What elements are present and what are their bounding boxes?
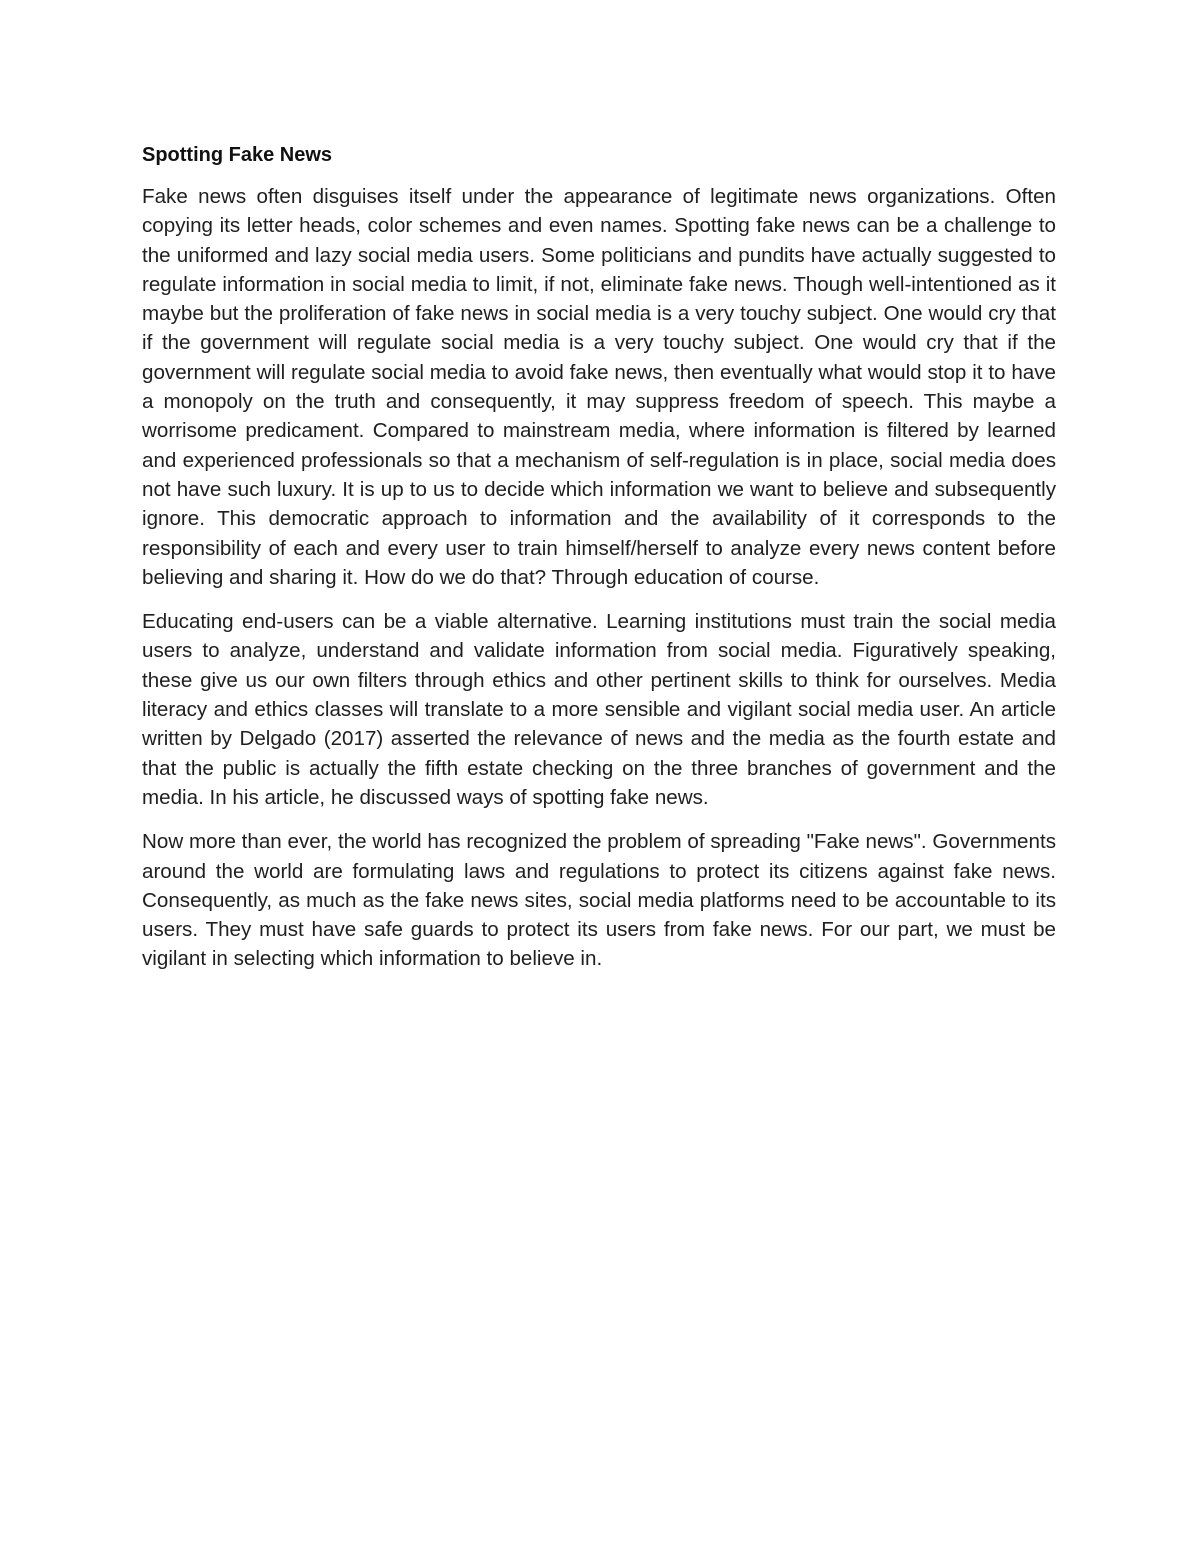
paragraph-3: Now more than ever, the world has recognized the problem of spreading "Fake news". Governments around the world are formulating laws and regulations to protect its citizens against fake news. Consequently, as much as the fake news sites, social media platforms need to be accountable to its users. They must have safe guards to protect its users from fake news. For our part, we must be vigilant in selecting which information to believe in.: [142, 830, 1056, 971]
document-body: [142, 140, 1056, 989]
paragraph-2: Educating end-users can be a viable alternative. Learning institutions must train the social media users to analyze, understand and validate information from social media. Figuratively speaking, these give us our own filters through ethics and other pertinent skills to think for ourselves. Media literacy and ethics classes will translate to a more sensible and vigilant social media user. An article written by Delgado (2017) asserted the relevance of news and the media as the fourth estate and that the public is actually the fifth estate checking on the three branches of government and the media. In his article, he discussed ways of spotting fake news.: [142, 610, 1056, 809]
paragraph-1: Fake news often disguises itself under the appearance of legitimate news organizations. Often copying its letter heads, color schemes and even names. Spotting fake news can be a challenge to the uniformed and lazy social media users. Some politicians and pundits have actually suggested to regulate information in social media to limit, if not, eliminate fake news. Though well-intentioned as it maybe but the proliferation of fake news in social media is a very touchy subject. One would cry that if the government will regulate social media is a very touchy subject. One would cry that if the government will regulate social media to avoid fake news, then eventually what would stop it to have a monopoly on the truth and consequently, it may suppress freedom of speech. This maybe a worrisome predicament. Compared to mainstream media, where information is filtered by learned and experienced professionals so that a mechanism of self-regulation is in place, social media does not have such luxury. It is up to us to decide which information we want to believe and subsequently ignore. This democratic approach to information and the availability of it corresponds to the responsibility of each and every user to train himself/herself to analyze every news content before believing and sharing it. How do we do that? Through education of course.: [142, 185, 1056, 589]
document-title: Spotting Fake News: [142, 144, 333, 166]
